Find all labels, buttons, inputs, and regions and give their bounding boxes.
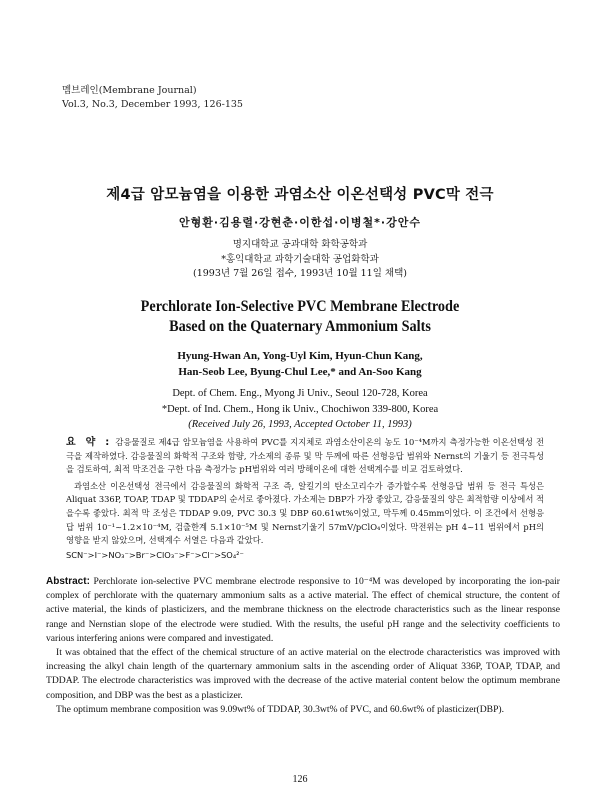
english-abstract-paragraph-1: [46, 575, 560, 646]
korean-title: 제4급 암모늄염을 이용한 과염소산 이온선택성 PVC막 전극: [106, 187, 494, 203]
english-abstract: [46, 575, 560, 717]
korean-abstract-text-1: 감응물질로 제4급 암모늄염을 사용하여 PVC를 지지체로 과염소산이온의 농도 10⁻⁴M까지 측정가능한 이온선택성 전극을 제작하였다. 감응물질의 화학적 구조와 함량, 가소제의 종류 및 막 두께에 따른 선형응답 범위와 Nernst의 기울기 등 전극특성을 검토하여, 최적 막조건을 구한 다음 측정가능 pH범위와 여러 방해이온에 대한 선택계수를 비교 검토하였다.: [66, 437, 544, 475]
english-authors-line-2: Han-Seob Lee, Byung-Chul Lee,* and An-Soo Kang: [178, 366, 422, 378]
korean-abstract-label: 요 약 :: [66, 437, 113, 448]
english-affiliations: [0, 386, 600, 433]
korean-abstract-paragraph-1: [66, 436, 544, 477]
journal-name: 멤브레인(Membrane Journal): [62, 85, 197, 96]
korean-abstract-paragraph-2: 과염소산 이온선택성 전극에서 감응물질의 화학적 구조 즉, 알킬기의 탄소고리수가 증가할수록 선형응답 범위 등 전극 특성은 Aliquat 336P, TOAP, TDAP 및 TDDAP의 순서로 좋아졌다. 가소제는 DBP가 가장 좋았고, 감응물질의 양은 최적함량 이상에서 적을수록 좋았다. 최적 막 조성은 TDDAP 9.09, PVC 30.3 및 DBP 60.61wt%이었고, 막두께 0.45mm이었다. 이 조건에서 선형응답 범위 10⁻¹~1.2×10⁻⁴M, 검출한계 5.1×10⁻⁵M 및 Nernst기울기 57mV/pClO₄이었다. 막전위는 pH 4~11 범위에서 pH의 영향을 받지 않았으며, 선택계수 서열은 다음과 같았다.: [66, 480, 544, 546]
english-authors-line-1: Hyung-Hwan An, Yong-Uyl Kim, Hyun-Chun Kang,: [177, 350, 423, 362]
korean-dates: (1993년 7월 26일 접수, 1993년 10월 11일 채택): [192, 268, 407, 279]
korean-affiliation-1: 명지대학교 공과대학 화학공학과: [232, 239, 368, 250]
selectivity-series: SCN⁻>I⁻>NO₃⁻>Br⁻>ClO₃⁻>F⁻>Cl⁻>SO₄²⁻: [66, 549, 244, 560]
english-abstract-paragraph-2: It was obtained that the effect of the chemical structure of an active material on the electrode characteristics was improved with increasing the alkyl chain length of the quarternary ammonium salts in the ascending order of Aliquat 336P, TOAP, TDAP, and TDDAP. The electrode characteristics was improved with the decrease of the active material content below the optimum membrane composition, and DBP was the best as a plasticizer.: [46, 647, 560, 701]
journal-header: [62, 84, 243, 112]
english-authors: [0, 348, 600, 380]
english-received-dates: (Received July 26, 1993, Accepted October 11, 1993): [188, 419, 412, 430]
english-abstract-text-1: Perchlorate ion-selective PVC membrane electrode responsive to 10⁻⁴M was developed by incorporating the ion-pair complex of perchlorate with the quaternary ammonium salts as a active material. The effect of chemical structure, the content of active material, the kinds of plasticizers, and the membrane thickness on the electrode characteristics such as the linear response range and Nernstian slope of the electrode were studied. With the results, the useful pH range and the selectivity coefficients to various interfering anions were compared and investigated.: [46, 576, 560, 644]
korean-affiliation-2: *홍익대학교 과학기술대학 공업화학과: [221, 253, 379, 265]
english-title-line-1: Perchlorate Ion-Selective PVC Membrane Electrode: [140, 298, 460, 315]
korean-authors: 안형환·김용렬·강현춘·이한섭·이병철*·강안수: [179, 216, 421, 229]
english-affiliation-2: *Dept. of Ind. Chem., Hong ik Univ., Chochiwon 339-800, Korea: [161, 403, 439, 415]
english-abstract-label: Abstract:: [46, 576, 90, 587]
page-number: 126: [292, 774, 308, 785]
korean-abstract: [66, 436, 544, 562]
english-abstract-paragraph-3: The optimum membrane composition was 9.09wt% of TDDAP, 30.3wt% of PVC, and 60.6wt% of plasticizer(DBP).: [56, 703, 505, 715]
korean-affiliations: [0, 238, 600, 282]
journal-volume: Vol.3, No.3, December 1993, 126-135: [62, 99, 243, 110]
english-title: [24, 297, 576, 337]
english-title-line-2: Based on the Quaternary Ammonium Salts: [169, 318, 431, 335]
english-affiliation-1: Dept. of Chem. Eng., Myong Ji Univ., Seoul 120-728, Korea: [172, 388, 428, 399]
